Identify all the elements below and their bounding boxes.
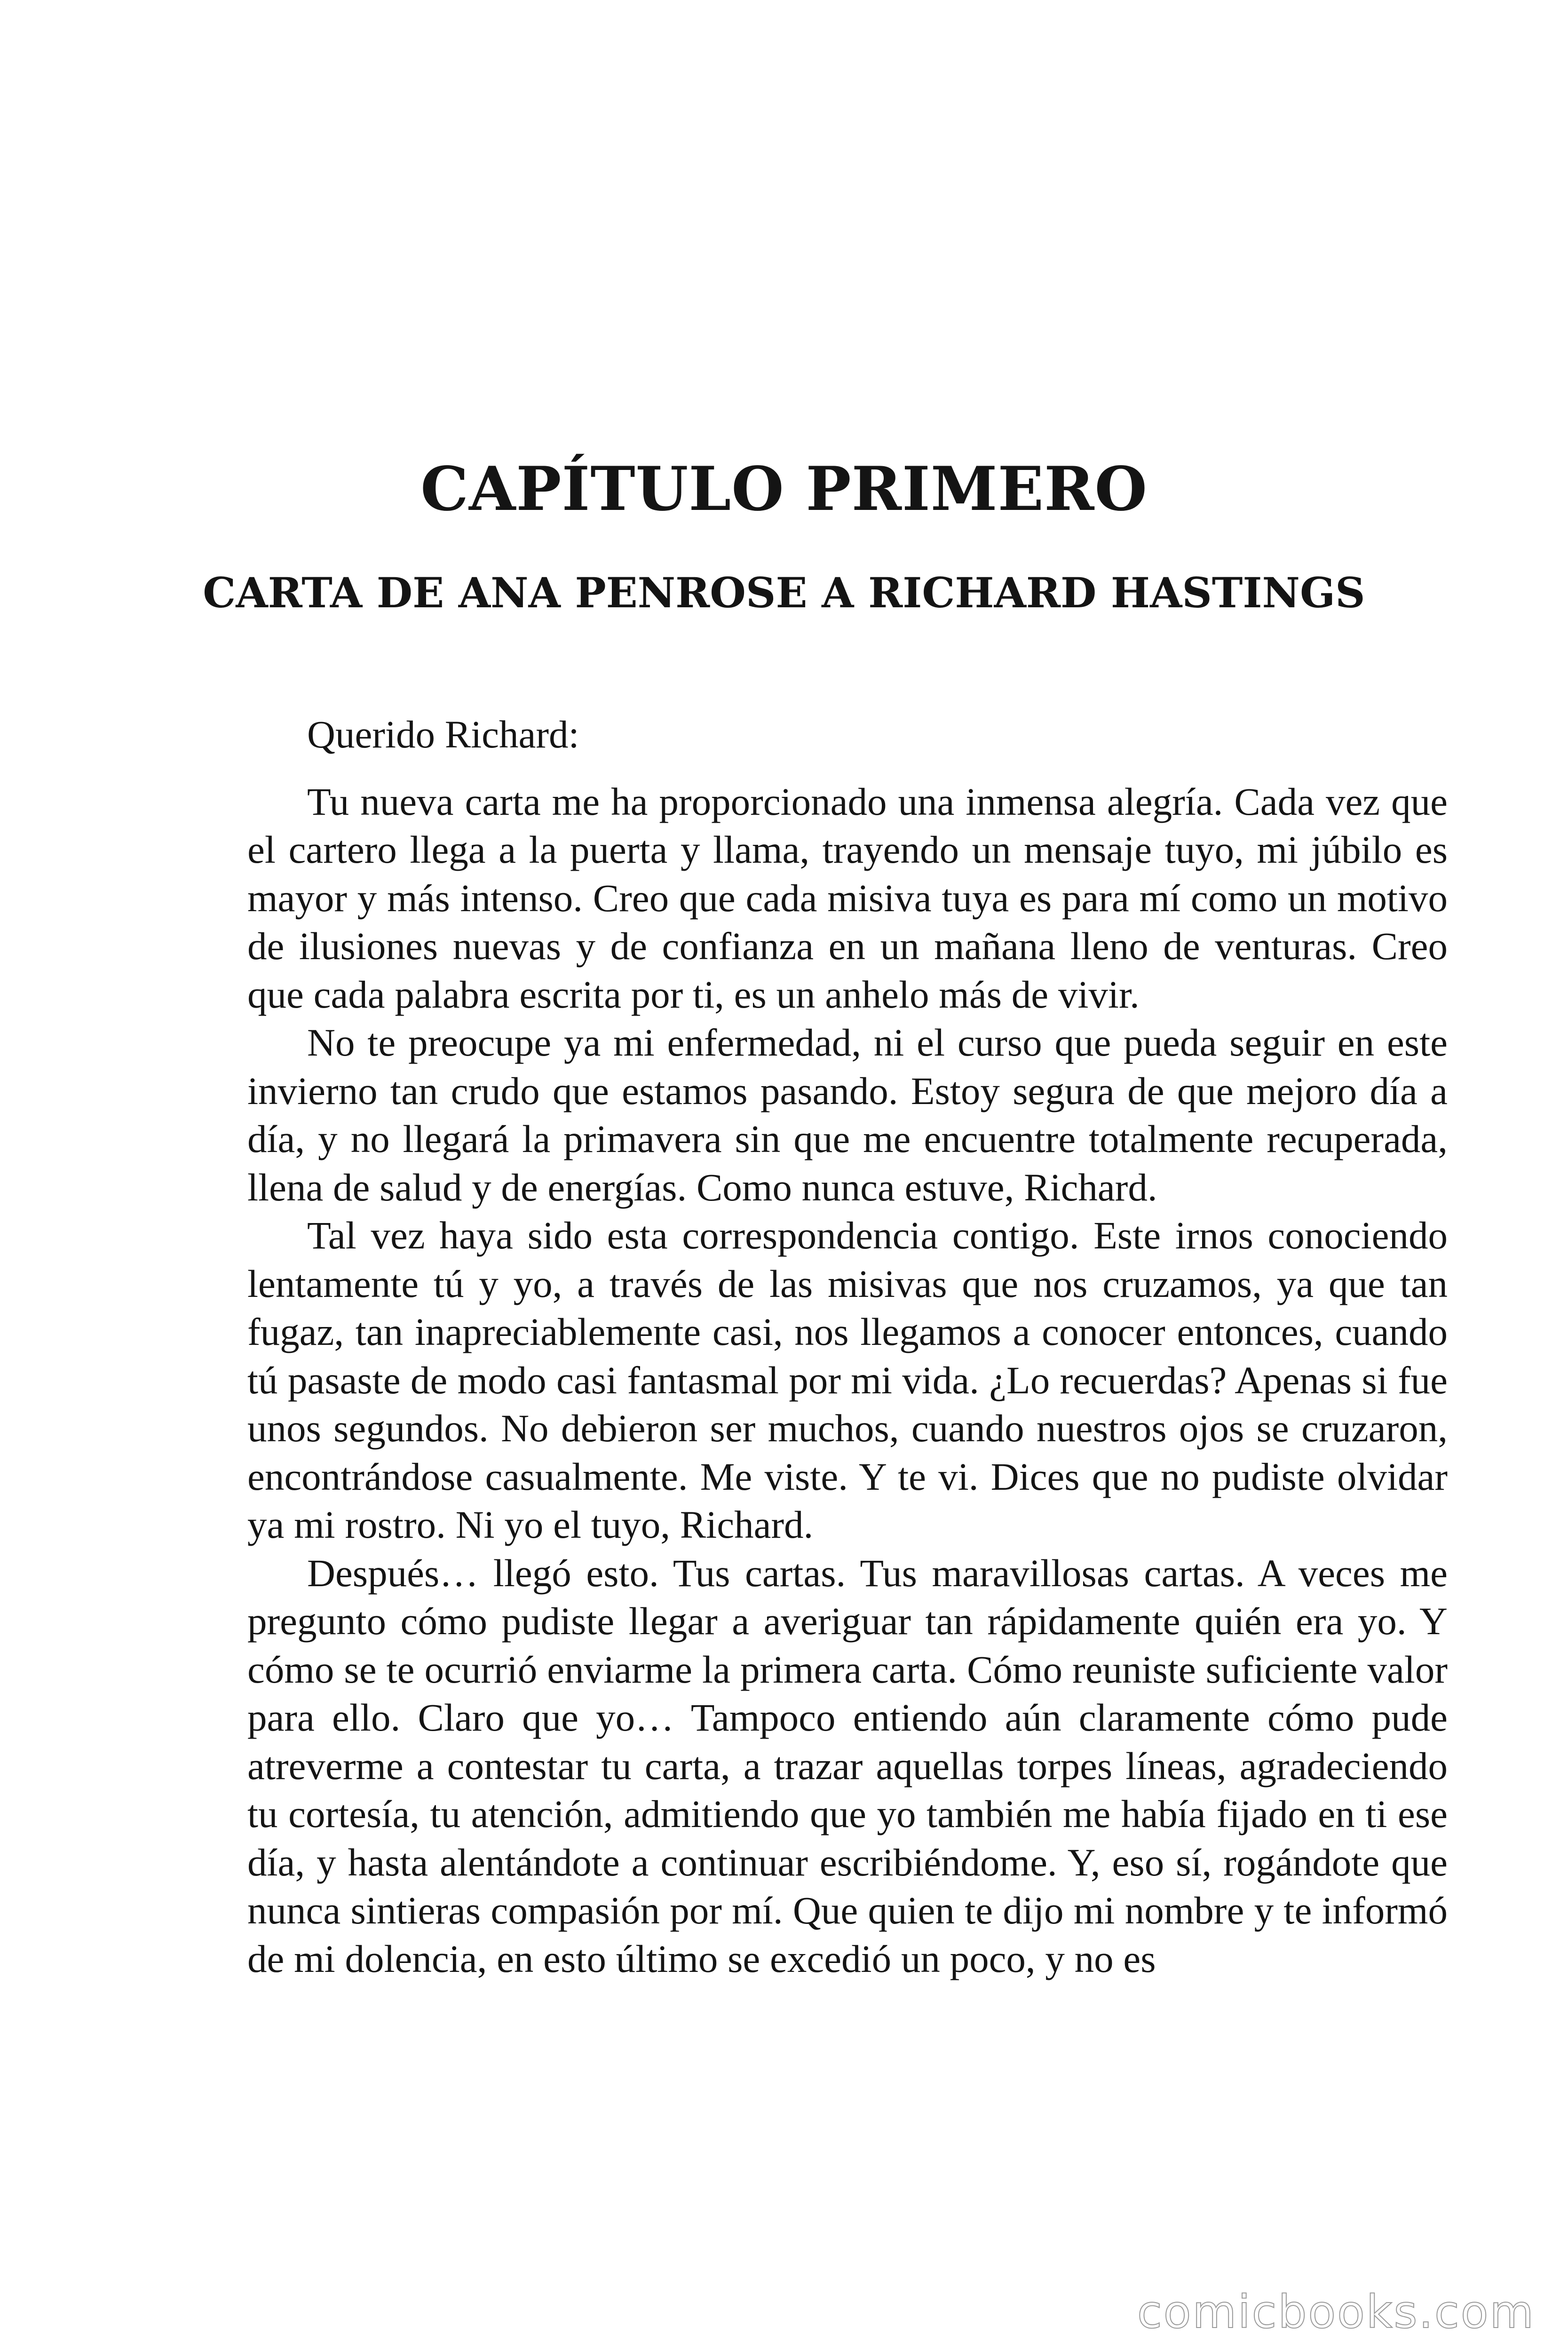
letter-paragraph-2: No te preocupe ya mi enfermedad, ni el curso que pueda seguir en este invierno tan crudo que estamos pasando. Estoy segura de que mejoro día a día, y no llegará la primavera sin que me encuentre totalmente recuperada, llena de salud y de energías. Como nunca estuve, Richard. [247,1021,1448,1209]
letter-paragraph-4: Después… llegó esto. Tus cartas. Tus maravillosas cartas. A veces me pregunto cómo pudiste llegar a averiguar tan rápidamente quién era yo. Y cómo se te ocurrió enviarme la primera carta. Cómo reuniste suficiente valor para ello. Claro que yo… Tampoco entiendo aún claramente cómo pude atreverme a contestar tu carta, a trazar aquellas torpes líneas, agradeciendo tu cortesía, tu atención, admitiendo que yo también me había fijado en ti ese día, y hasta alentándote a continuar escribiéndome. Y, eso sí, rogándote que nunca sintieras compasión por mí. Que quien te dijo mi nombre y te informó de mi dolencia, en esto último se excedió un poco, y no es [247,1551,1448,1980]
watermark: comicbooks.com [1137,2286,1535,2338]
letter-paragraph-3: Tal vez haya sido esta correspondencia contigo. Este irnos conociendo lentamente tú y yo, a través de las misivas que nos cruzamos, ya que tan fugaz, tan inapreciablemente casi, nos llegamos a conocer entonces, cuando tú pasaste de modo casi fantasmal por mi vida. ¿Lo recuerdas? Apenas si fue unos segundos. No debieron ser muchos, cuando nuestros ojos se cruzaron, encontrándose casualmente. Me viste. Y te vi. Dices que no pudiste olvidar ya mi rostro. Ni yo el tuyo, Richard. [247,1214,1448,1546]
letter-salutation: Querido Richard: [307,713,579,756]
letter-paragraph-1: Tu nueva carta me ha proporcionado una inmensa alegría. Cada vez que el cartero llega a la puerta y llama, trayendo un mensaje tuyo, mi júbilo es mayor y más intenso. Creo que cada misiva tuya es para mí como un motivo de ilusiones nuevas y de confianza en un mañana lleno de venturas. Creo que cada palabra escrita por ti, es un anhelo más de vivir. [247,779,1448,1016]
chapter-title: CAPÍTULO PRIMERO [420,454,1148,524]
chapter-subtitle: CARTA DE ANA PENROSE A RICHARD HASTINGS [203,568,1365,617]
letter-body [247,710,1448,1983]
